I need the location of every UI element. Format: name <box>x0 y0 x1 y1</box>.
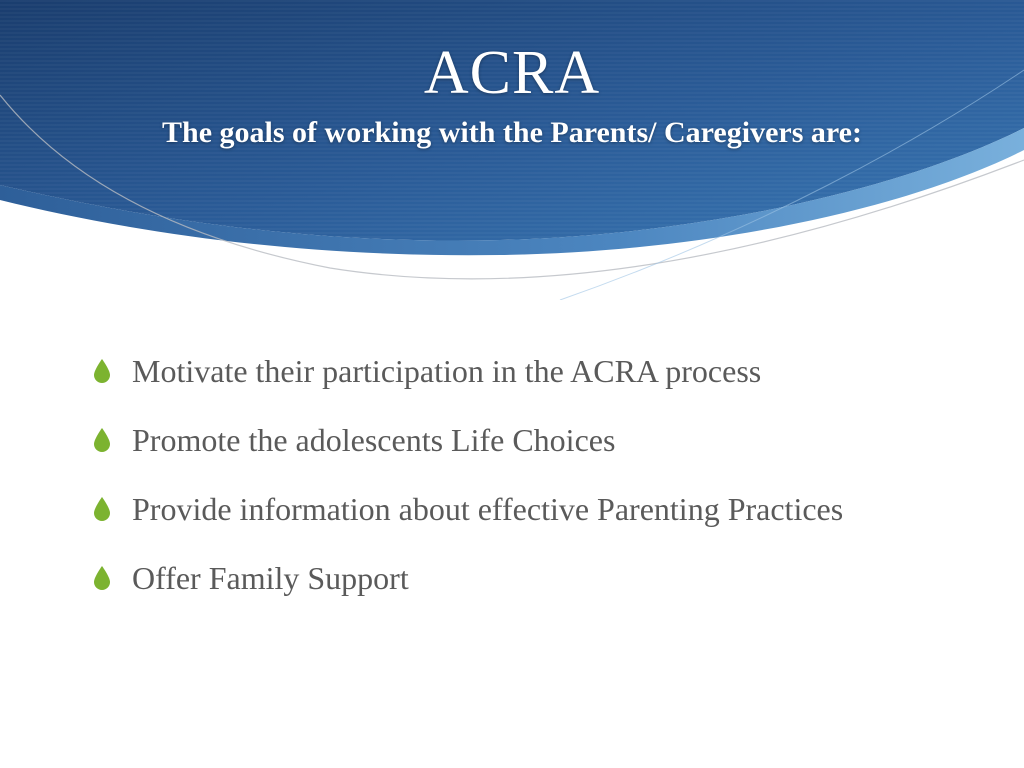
bullet-text: Offer Family Support <box>132 559 409 596</box>
drop-icon <box>92 358 112 384</box>
bullet-list <box>92 348 992 624</box>
bullet-item <box>92 417 992 463</box>
bullet-text: Promote the adolescents Life Choices <box>132 421 616 458</box>
bullet-item <box>92 348 992 394</box>
bullet-text: Provide information about effective Parenting Practices <box>132 490 844 527</box>
drop-icon <box>92 427 112 453</box>
drop-icon <box>92 565 112 591</box>
slide-title: ACRA <box>423 39 601 107</box>
bullet-item <box>92 555 992 601</box>
slide-subtitle: The goals of working with the Parents/ Caregivers are: <box>162 116 862 149</box>
drop-icon <box>92 496 112 522</box>
bullet-text: Motivate their participation in the ACRA process <box>132 352 762 389</box>
bullet-item <box>92 486 992 532</box>
